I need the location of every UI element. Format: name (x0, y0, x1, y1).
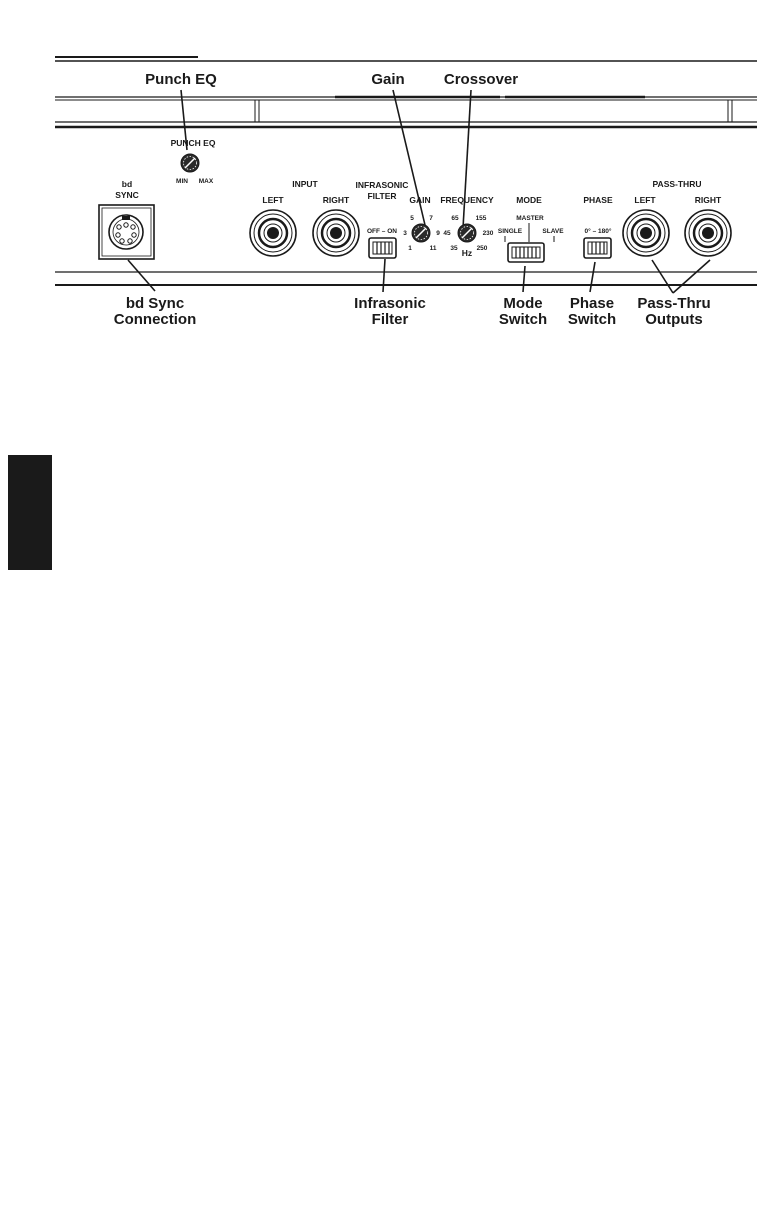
callout-phase-line2: Switch (567, 311, 617, 328)
punch-eq-label: PUNCH EQ (170, 138, 216, 148)
gain-scale-9: 9 (436, 230, 440, 237)
mode-single-label: SINGLE (497, 228, 523, 235)
frequency-unit: Hz (461, 248, 473, 258)
side-tab (8, 455, 52, 570)
frequency-scale-35: 35 (450, 245, 458, 252)
mode-label: MODE (516, 195, 542, 205)
phase-label: PHASE (583, 195, 613, 205)
frequency-scale-250: 250 (476, 245, 488, 252)
callout-crossover: Crossover (443, 71, 519, 88)
callout-bd-sync-line1: bd Sync (125, 295, 185, 312)
punch-eq-min-label: MIN (176, 178, 188, 185)
mode-section (498, 195, 564, 262)
infrasonic-label-line2: FILTER (367, 191, 397, 201)
callout-bd-sync-line2: Connection (113, 311, 197, 328)
frequency-label: FREQUENCY (440, 195, 494, 205)
callout-passthru-line2: Outputs (645, 311, 703, 328)
gain-scale-7: 7 (429, 215, 433, 222)
gain-knob[interactable] (412, 224, 430, 242)
infrasonic-filter-switch[interactable] (369, 238, 396, 258)
frequency-scale-230: 230 (482, 230, 494, 237)
phase-switch-label: 0° – 180° (584, 228, 612, 235)
passthru-left-label: LEFT (634, 195, 656, 205)
frequency-section (440, 195, 494, 258)
phase-switch[interactable] (584, 238, 611, 258)
gain-section (403, 195, 440, 252)
bd-sync-label-line1: bd (121, 179, 133, 189)
gain-scale-5: 5 (410, 215, 414, 222)
callout-mode-line1: Mode (503, 295, 543, 312)
passthru-right-jack[interactable] (685, 210, 731, 256)
frequency-scale-155: 155 (475, 215, 487, 222)
gain-scale-3: 3 (403, 230, 407, 237)
frequency-scale-45: 45 (443, 230, 451, 237)
bd-sync-label-line2: SYNC (115, 190, 139, 200)
passthru-section (623, 179, 731, 256)
input-label: INPUT (292, 179, 318, 189)
infrasonic-switch-label: OFF – ON (367, 228, 397, 235)
gain-scale-1: 1 (408, 245, 412, 252)
punch-eq-max-label: MAX (198, 178, 214, 185)
passthru-label: PASS-THRU (652, 179, 702, 189)
callout-punch-eq: Punch EQ (145, 71, 217, 88)
bd-sync-connector (99, 179, 154, 259)
passthru-right-label: RIGHT (694, 195, 722, 205)
chassis-lower-band (55, 272, 757, 285)
infrasonic-label-line1: INFRASONIC (355, 180, 409, 190)
passthru-left-jack[interactable] (623, 210, 669, 256)
frequency-knob[interactable] (458, 224, 476, 242)
input-left-label: LEFT (262, 195, 284, 205)
leader-lines (128, 90, 710, 293)
input-right-jack[interactable] (313, 210, 359, 256)
punch-eq-control (171, 138, 216, 185)
callout-infrasonic-line2: Filter (371, 311, 409, 328)
infrasonic-filter-section (356, 180, 409, 258)
callout-infrasonic-line1: Infrasonic (354, 295, 426, 312)
callout-gain: Gain (371, 71, 405, 88)
input-left-jack[interactable] (250, 210, 296, 256)
input-right-label: RIGHT (322, 195, 350, 205)
phase-section (583, 195, 613, 258)
mode-master-label: MASTER (516, 215, 544, 222)
mode-slave-label: SLAVE (542, 228, 564, 235)
mode-switch[interactable] (508, 243, 544, 262)
chassis-upper-band (55, 97, 757, 127)
gain-label: GAIN (409, 195, 431, 205)
callout-passthru-line1: Pass-Thru (637, 295, 711, 312)
gain-scale-11: 11 (429, 245, 437, 252)
callout-phase-line1: Phase (569, 295, 615, 312)
frequency-scale-65: 65 (451, 215, 459, 222)
callout-mode-line2: Switch (498, 311, 548, 328)
input-section (250, 179, 359, 256)
